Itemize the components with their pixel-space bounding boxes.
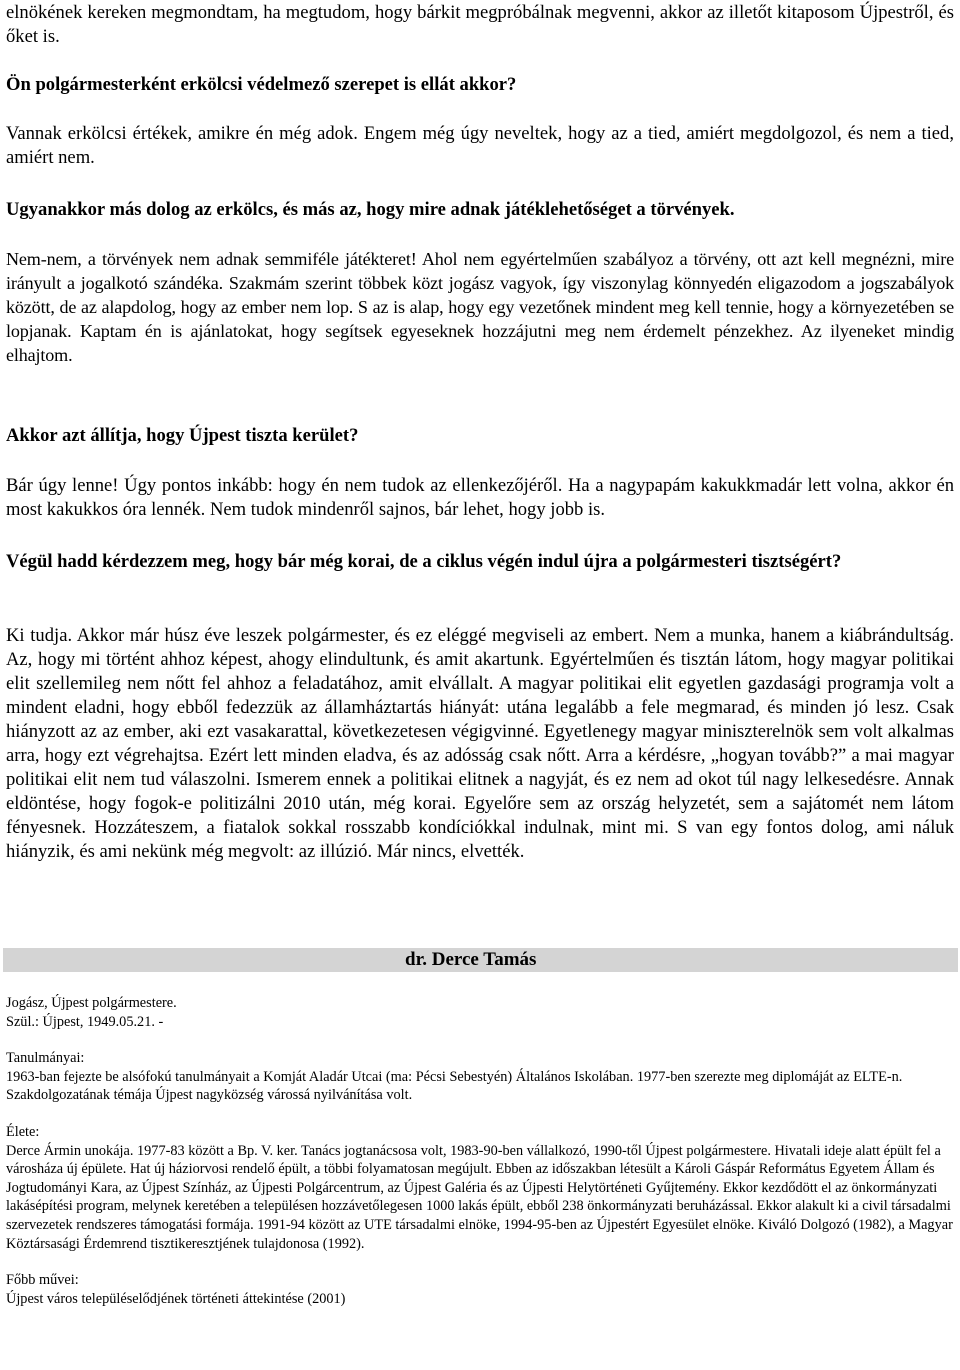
bio-section: [6, 994, 954, 1308]
bio-life-text: Derce Ármin unokája. 1977-83 között a Bp. V. ker. Tanács jogtanácsosa volt, 1983-90-ben vállalkozó, 1990-től Újpest polgármestere. Hivatali ideje alatt épült fel a városháza új épülete. Hat új háziorvosi rendelő épült, a többi folyamatosan megújult. Ebben az időszakban létesült a Károli Gáspár Református Egyetem Állam és Jogtudományi Kara, az Újpest Színház, az Újpesti Polgárcentrum, az Újpest Galéria és az Újpesti Helytörténeti Gyűjtemény. Ekkor kezdődött el az önkormányzati lakásépítési program, melynek keretében a településen hozzávetőlegesen 1000 lakás épült, ebből 238 önkormányzati beruházással. Ekkor alakult ki a civil társadalmi szervezetek rendszeres támogatási formája. 1991-94 között az UTE társadalmi elnöke, 1994-95-ben az Újpestért Egyesület elnöke. Kiváló Dolgozó (1982), a Magyar Köztársasági Érdemrend tisztikeresztjének tulajdonosa (1992).: [6, 1142, 953, 1252]
paragraph-answer-reelection: Ki tudja. Akkor már húsz éve leszek polgármester, és ez eléggé megviseli az embert. Nem a munka, hanem a kiábrándultság. Az, hogy mi történt ahhoz képest, ahogy elindultunk, és amit akartunk. Egyértelműen és tisztán látom, hogy magyar politikai elit szellemileg nem nőtt fel ahhoz a feladatához, amit elvállalt. A magyar politikai elit egyetlen gazdasági programja volt a mindent eladni, hogy ebből fedezzük az államháztartás hiányát: utána legalább a fele megmarad, és minden jó lesz. Csak hiányzott az az ember, aki ezt vasakarattal, következetesen végigvinné. Egyetlenegy magyar miniszterelnök sem volt alkalmas arra, hogy ezt végrehajtsa. Ezért lett minden eladva, és az adósság csak nőtt. Arra a kérdésre, „hogyan tovább?” a mai magyar politikai elit nem tud válaszolni. Ismerem ennek a politikai elitnek a nagyját, és ez nem ad okot túl nagy lelkesedésre. Annak eldöntése, hogy fogok-e politizálni 2010 után, még korai. Egyelőre sem az ország helyzetét, sem a sajátomét nem látom fényesnek. Hozzáteszem, a fiatalok sokkal rosszabb kondíciókkal indulnak, mint mi. S van egy fontos dolog, ami náluk hiányzik, és ami nekünk még megvolt: az illúzió. Már nincs, elvették.: [6, 625, 954, 862]
bio-gap: [6, 1031, 954, 1049]
bio-born: Szül.: Újpest, 1949.05.21. -: [6, 1013, 164, 1030]
question-law-leeway: Ugyanakkor más dolog az erkölcs, és más az, hogy mire adnak játéklehetőséget a törvények.: [6, 199, 735, 220]
bio-studies-heading: Tanulmányai:: [6, 1050, 85, 1067]
question-moral-role: Ön polgármesterként erkölcsi védelmező szerepet is ellát akkor?: [6, 74, 517, 95]
paragraph-answer-values: Vannak erkölcsi értékek, amikre én még adok. Engem még úgy neveltek, hogy az a tied, amiért megdolgozol, és nem a tied, amiért nem.: [6, 123, 954, 168]
paragraph-answer-intro: elnökének kereken megmondtam, ha megtudom, hogy bárkit megpróbálnak megvenni, akkor az illetőt kitaposom Újpestről, és őket is.: [6, 2, 954, 47]
author-name: dr. Derce Tamás: [405, 949, 537, 970]
question-reelection: Végül hadd kérdezzem meg, hogy bár még korai, de a ciklus végén indul újra a polgármesteri tisztségért?: [6, 551, 842, 572]
bio-studies-text: 1963-ban fejezte be alsófokú tanulmányait a Komját Aladár Utcai (ma: Pécsi Sebestyén) Általános Iskolában. 1977-ben szerezte meg diplomáját az ELTE-n. Szakdolgozatának témája Újpest nagyközség várossá nyilvánítása volt.: [6, 1068, 903, 1104]
paragraph-answer-clean: Bár úgy lenne! Úgy pontos inkább: hogy én nem tudok az ellenkezőjéről. Ha a nagypapám kakukkmadár lett volna, akkor én most kakukkos óra lennék. Nem tudok mindenről sajnos, bár lehet, hogy jobb is.: [6, 475, 954, 520]
question-clean-district: Akkor azt állítja, hogy Újpest tiszta kerület?: [6, 425, 359, 446]
paragraph-answer-law: Nem-nem, a törvények nem adnak semmiféle játékteret! Ahol nem egyértelműen szabályoz a törvény, ott azt kell megnézni, mire irányult a jogalkotó szándéka. Szakmám szerint többek közt jogász vagyok, így viszonylag könnyedén eligazodom a jogszabályok között, de az alapdolog, hogy az ember nem lop. S az is alap, hogy egy vezetőnek mindent meg kell tennie, hogy a környezetében se lopjanak. Kaptam én is ajánlatokat, hogy segítsek egyeseknek hozzájutni meg nem érdemelt pénzekhez. Az ilyeneket mindig elhajtom.: [6, 249, 954, 365]
bio-works-heading: Főbb művei:: [6, 1272, 79, 1289]
bio-role: Jogász, Újpest polgármestere.: [6, 995, 177, 1011]
author-name-bar: [3, 948, 958, 972]
bio-works-text: Újpest város településelődjének történeti áttekintése (2001): [6, 1290, 346, 1307]
bio-gap: [6, 1253, 954, 1271]
bio-gap: [6, 1105, 954, 1123]
bio-life-heading: Élete:: [6, 1123, 40, 1140]
